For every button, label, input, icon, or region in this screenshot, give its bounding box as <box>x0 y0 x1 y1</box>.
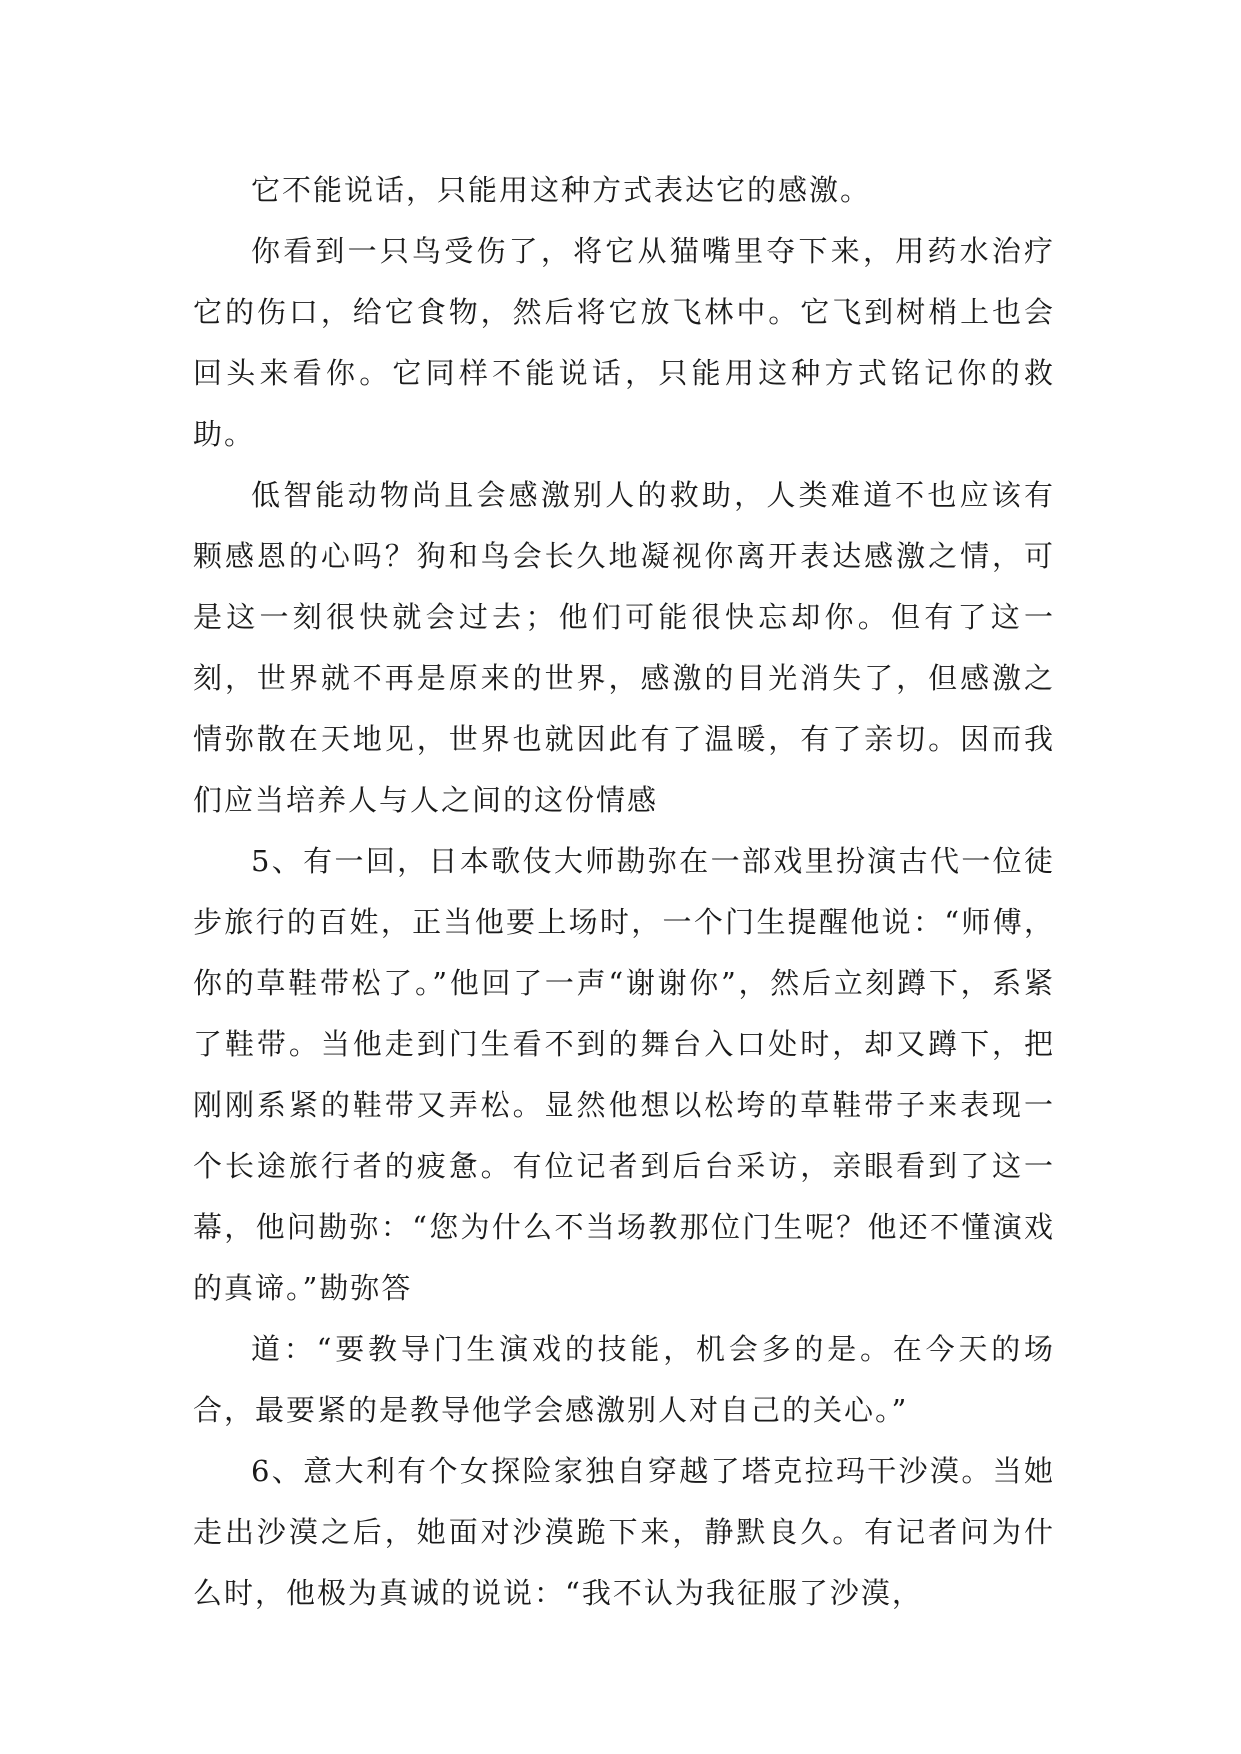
paragraph-explorer: 6、意大利有个女探险家独自穿越了塔克拉玛干沙漠。当她走出沙漠之后，她面对沙漠跪下来，静默良久。有记者问为什么时，他极为真诚的说说：“我不认为我征服了沙漠， <box>193 1454 1055 1610</box>
paragraph-kabuki-answer: 道：“要教导门生演戏的技能，机会多的是。在今天的场合，最要紧的是教导他学会感激别人对自己的关心。” <box>193 1332 1055 1427</box>
paragraph-grateful-heart: 低智能动物尚且会感激别人的救助，人类难道不也应该有颗感恩的心吗？狗和鸟会长久地凝视你离开表达感激之情，可是这一刻很快就会过去；他们可能很快忘却你。但有了这一刻，世界就不再是原来的世界，感激的目光消失了，但感激之情弥散在天地见，世界也就因此有了温暖，有了亲切。因而我们应当培养人与人之间的这份情感 <box>193 478 1055 817</box>
paragraph-gratitude-dog: 它不能说话，只能用这种方式表达它的感激。 <box>251 173 872 207</box>
document-body <box>193 160 1055 1624</box>
paragraph-kabuki-master: 5、有一回，日本歌伎大师勘弥在一部戏里扮演古代一位徒步旅行的百姓，正当他要上场时，一个门生提醒他说：“师傅，你的草鞋带松了。”他回了一声“谢谢你”，然后立刻蹲下，系紧了鞋带。当他走到门生看不到的舞台入口处时，却又蹲下，把刚刚系紧的鞋带又弄松。显然他想以松垮的草鞋带子来表现一个长途旅行者的疲惫。有位记者到后台采访，亲眼看到了这一幕，他问勘弥：“您为什么不当场教那位门生呢？他还不懂演戏的真谛。”勘弥答 <box>193 844 1055 1305</box>
paragraph-injured-bird: 你看到一只鸟受伤了，将它从猫嘴里夺下来，用药水治疗它的伤口，给它食物，然后将它放飞林中。它飞到树梢上也会回头来看你。它同样不能说话，只能用这种方式铭记你的救助。 <box>193 234 1055 451</box>
